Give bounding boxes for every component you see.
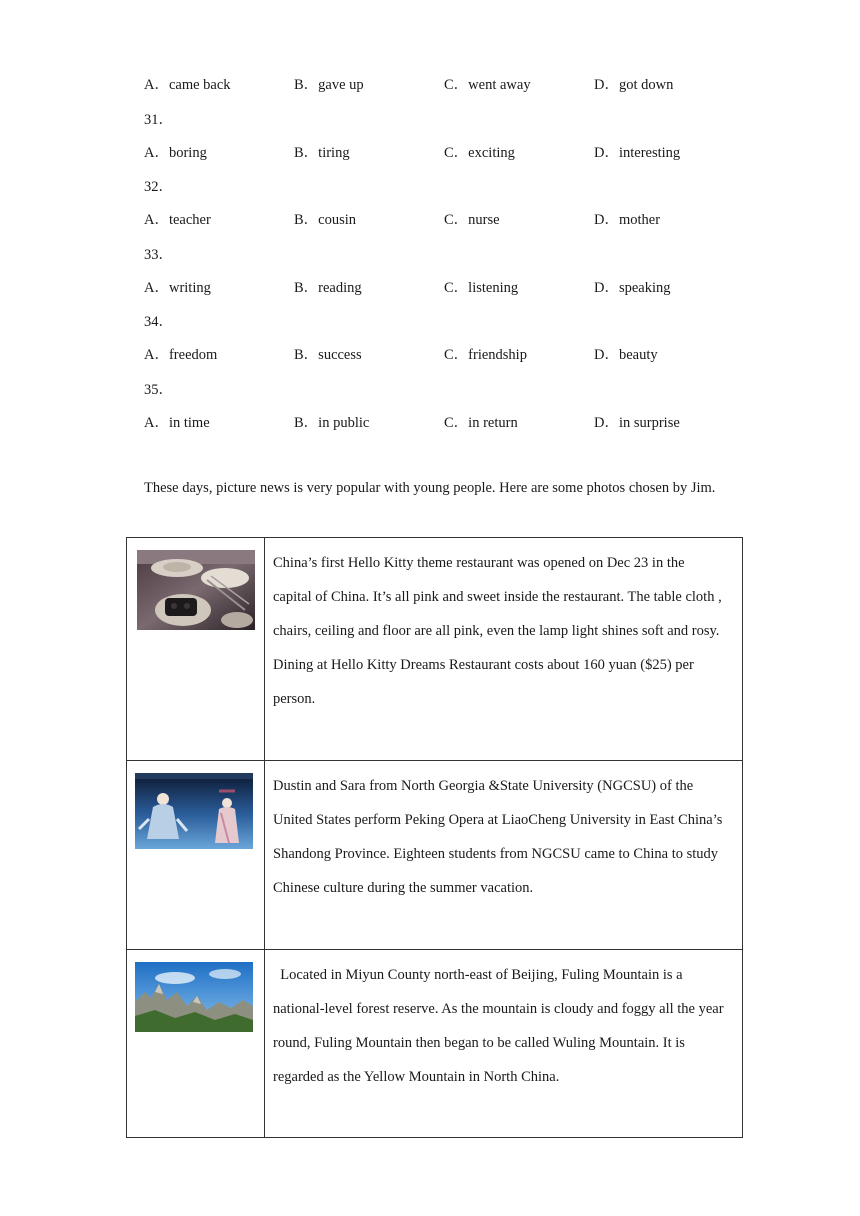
option-d[interactable]: D．beauty [594, 347, 658, 363]
news-text: Dustin and Sara from North Georgia &State University (NGCSU) of the United States perform Peking Opera at LiaoCheng University in East China’s Shandong Province. Eighteen students from NGCSU came to China to study Chinese culture during the summer vacation. [273, 778, 723, 896]
news-text: Located in Miyun County north-east of Beijing, Fuling Mountain is a national-level forest reserve. As the mountain is cloudy and foggy all the year round, Fuling Mountain then began to be called Wuling Mountain. It is regarded as the Yellow Mountain in North China. [273, 967, 724, 1085]
question-number-35: 35． [144, 382, 173, 398]
question-number-34: 34． [144, 314, 173, 330]
news-row [127, 538, 743, 761]
question-number-31: 31． [144, 112, 173, 128]
option-d[interactable]: D．speaking [594, 280, 671, 296]
option-a[interactable]: A．in time [144, 415, 210, 431]
question-number-33: 33． [144, 247, 173, 263]
image-cell [127, 538, 265, 761]
option-c[interactable]: C．exciting [444, 145, 515, 161]
option-d[interactable]: D．interesting [594, 145, 681, 161]
option-c[interactable]: C．went away [444, 77, 531, 93]
image-cell [127, 761, 265, 950]
peking-opera-photo [135, 773, 253, 849]
option-a[interactable]: A．writing [144, 280, 211, 296]
options-row-32 [0, 208, 860, 228]
news-text-cell [265, 538, 743, 761]
news-text-cell [265, 761, 743, 950]
option-b[interactable]: B．success [294, 347, 362, 363]
option-b[interactable]: B．tiring [294, 145, 350, 161]
option-c[interactable]: C．listening [444, 280, 519, 296]
option-b[interactable]: B．reading [294, 280, 362, 296]
option-a[interactable]: A．freedom [144, 347, 218, 363]
option-d[interactable]: D．in surprise [594, 415, 680, 431]
options-row-34 [0, 343, 860, 363]
option-a[interactable]: A．boring [144, 145, 207, 161]
option-a[interactable]: A．teacher [144, 212, 211, 228]
option-c[interactable]: C．in return [444, 415, 518, 431]
news-row [127, 761, 743, 950]
options-row-33 [0, 276, 860, 296]
restaurant-photo [137, 550, 255, 630]
picture-news-table [126, 537, 743, 1138]
option-c[interactable]: C．friendship [444, 347, 527, 363]
option-d[interactable]: D．mother [594, 212, 661, 228]
option-d[interactable]: D．got down [594, 77, 674, 93]
options-row-35 [0, 411, 860, 431]
news-text-cell [265, 950, 743, 1138]
question-number-32: 32． [144, 179, 173, 195]
option-c[interactable]: C．nurse [444, 212, 500, 228]
option-b[interactable]: B．in public [294, 415, 370, 431]
option-b[interactable]: B．gave up [294, 77, 364, 93]
options-row-31 [0, 141, 860, 161]
option-a[interactable]: A．came back [144, 77, 231, 93]
news-text: China’s first Hello Kitty theme restaurant was opened on Dec 23 in the capital of China. It’s all pink and sweet inside the restaurant. The table cloth , chairs, ceiling and floor are all pink, even the lamp light shines soft and rosy. Dining at Hello Kitty Dreams Restaurant costs about 160 yuan ($25) per person. [273, 555, 722, 707]
options-row-30 [0, 73, 860, 93]
option-b[interactable]: B．cousin [294, 212, 357, 228]
image-cell [127, 950, 265, 1138]
news-row [127, 950, 743, 1138]
mountain-photo [135, 962, 253, 1032]
intro-paragraph: These days, picture news is very popular with young people. Here are some photos chosen by Jim. [144, 480, 716, 496]
